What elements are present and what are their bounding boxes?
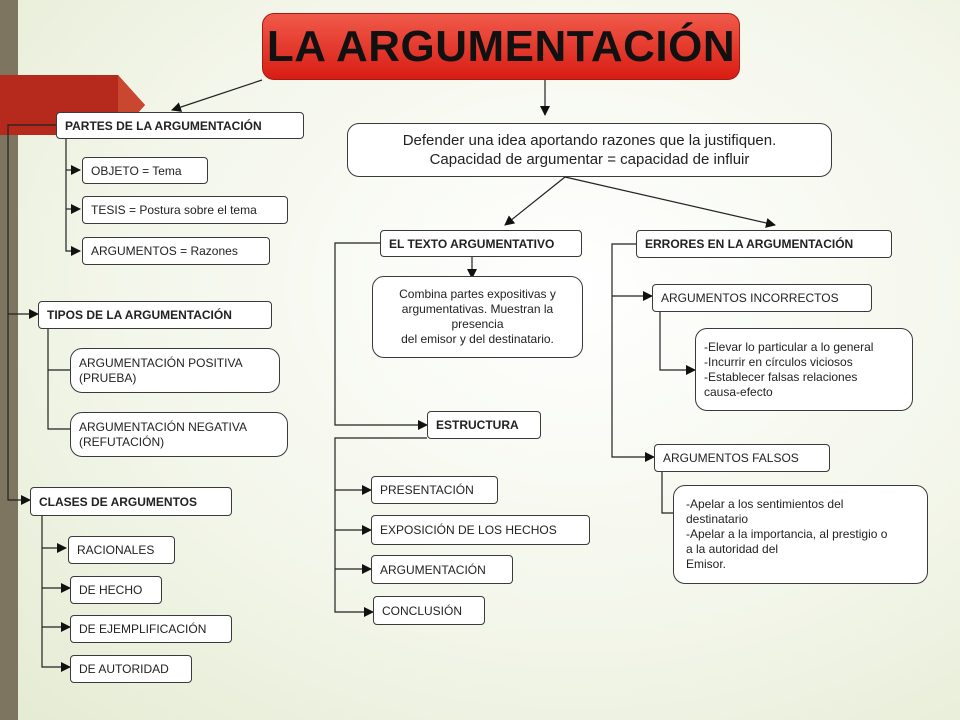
- falsos-line-1: -Apelar a los sentimientos del: [686, 497, 844, 511]
- incorrectos-line-3: -Establecer falsas relaciones: [704, 369, 858, 384]
- texto-description-line-4: del emisor y del destinatario.: [401, 332, 554, 346]
- falsos-line-2: destinatario: [686, 512, 749, 526]
- errores-falsos-label: ARGUMENTOS FALSOS: [654, 444, 830, 472]
- texto-description-line-2: argumentativas. Muestran la: [401, 302, 554, 316]
- clases-item-de-ejemplificacion: DE EJEMPLIFICACIÓN: [70, 615, 232, 643]
- partes-item-argumentos: ARGUMENTOS = Razones: [82, 237, 270, 265]
- tipos-item-positiva: [70, 348, 280, 393]
- incorrectos-line-2: -Incurrir en círculos viciosos: [704, 354, 853, 369]
- tipos-item-negativa-line-1: ARGUMENTACIÓN NEGATIVA: [79, 419, 248, 434]
- tipos-item-positiva-line-1: ARGUMENTACIÓN POSITIVA: [79, 355, 243, 370]
- estructura-item-conclusion: CONCLUSIÓN: [373, 596, 485, 625]
- errores-incorrectos-label: ARGUMENTOS INCORRECTOS: [652, 284, 872, 312]
- clases-item-de-hecho: DE HECHO: [70, 576, 162, 604]
- estructura-item-argumentacion: ARGUMENTACIÓN: [371, 555, 513, 584]
- incorrectos-line-1: -Elevar lo particular a lo general: [704, 339, 874, 354]
- title-banner: [262, 13, 740, 80]
- estructura-item-exposicion: EXPOSICIÓN DE LOS HECHOS: [371, 515, 590, 545]
- definition-box: [347, 123, 832, 177]
- definition-line-1: Defender una idea aportando razones que la justifiquen.: [402, 132, 777, 149]
- partes-item-tesis: TESIS = Postura sobre el tema: [82, 196, 288, 224]
- falsos-line-3: -Apelar a la importancia, al prestigio o: [686, 527, 888, 541]
- partes-item-objeto: OBJETO = Tema: [82, 157, 208, 184]
- errores-incorrectos-list: [695, 328, 913, 411]
- falsos-line-5: Emisor.: [686, 557, 727, 571]
- tipos-heading: TIPOS DE LA ARGUMENTACIÓN: [38, 301, 272, 329]
- texto-description-box: [372, 276, 583, 358]
- estructura-heading: ESTRUCTURA: [427, 411, 541, 439]
- falsos-line-4: a la autoridad del: [686, 542, 779, 556]
- estructura-item-presentacion: PRESENTACIÓN: [371, 476, 498, 504]
- clases-heading: CLASES DE ARGUMENTOS: [30, 487, 232, 516]
- clases-item-de-autoridad: DE AUTORIDAD: [70, 655, 192, 683]
- definition-line-2: Capacidad de argumentar = capacidad de influir: [429, 151, 750, 168]
- page-title: LA ARGUMENTACIÓN: [266, 21, 736, 71]
- texto-description-line-3: presencia: [451, 317, 504, 331]
- errores-heading: ERRORES EN LA ARGUMENTACIÓN: [636, 230, 892, 258]
- incorrectos-line-4: causa-efecto: [704, 384, 773, 399]
- texto-heading: EL TEXTO ARGUMENTATIVO: [380, 230, 582, 257]
- errores-falsos-list: [673, 485, 928, 584]
- texto-description-line-1: Combina partes expositivas y: [399, 287, 556, 301]
- partes-heading: PARTES DE LA ARGUMENTACIÓN: [56, 112, 304, 139]
- clases-item-racionales: RACIONALES: [68, 536, 175, 564]
- tipos-item-negativa-line-2: (REFUTACIÓN): [79, 434, 165, 449]
- tipos-item-negativa: [70, 412, 288, 457]
- tipos-item-positiva-line-2: (PRUEBA): [79, 370, 137, 385]
